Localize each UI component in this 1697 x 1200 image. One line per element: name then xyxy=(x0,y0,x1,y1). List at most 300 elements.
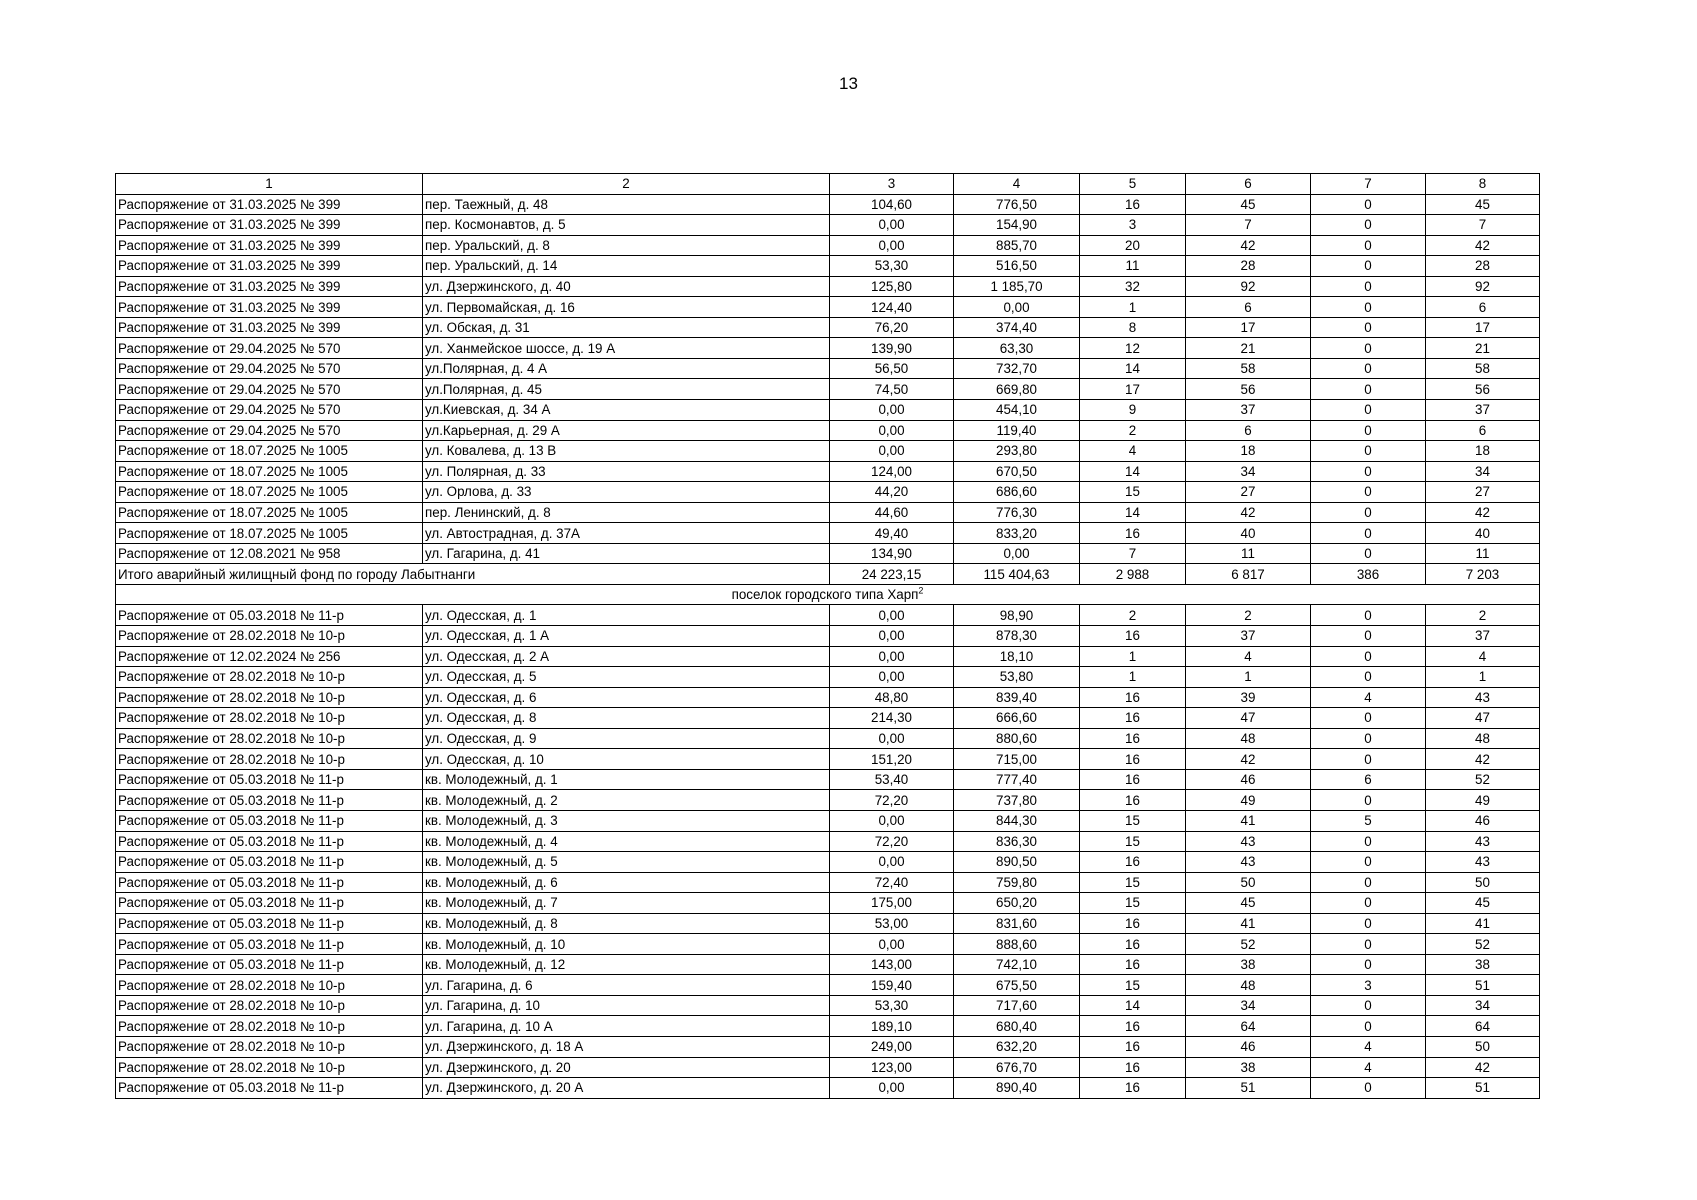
cell-col3: 3 xyxy=(830,174,954,195)
cell-col7: 0 xyxy=(1311,913,1426,934)
cell-order: 1 xyxy=(116,174,423,195)
cell-col6: 92 xyxy=(1186,276,1311,297)
header-row xyxy=(116,174,1540,195)
cell-order: Распоряжение от 05.03.2018 № 11-р xyxy=(116,934,423,955)
cell-order: Распоряжение от 28.02.2018 № 10-р xyxy=(116,687,423,708)
cell-col6: 46 xyxy=(1186,769,1311,790)
table-row xyxy=(116,523,1540,544)
cell-col4: 0,00 xyxy=(954,543,1080,564)
table-row xyxy=(116,461,1540,482)
cell-address: кв. Молодежный, д. 8 xyxy=(423,913,830,934)
table-row xyxy=(116,358,1540,379)
cell-col3: 0,00 xyxy=(830,852,954,873)
cell-col5: 16 xyxy=(1080,852,1186,873)
cell-order: Распоряжение от 05.03.2018 № 11-р xyxy=(116,852,423,873)
cell-col6: 64 xyxy=(1186,1016,1311,1037)
cell-order: Распоряжение от 05.03.2018 № 11-р xyxy=(116,1078,423,1099)
cell-col5: 14 xyxy=(1080,461,1186,482)
table-row xyxy=(116,872,1540,893)
cell-col8: 28 xyxy=(1426,256,1540,277)
cell-col5: 16 xyxy=(1080,708,1186,729)
table-row xyxy=(116,400,1540,421)
cell-col6: 34 xyxy=(1186,461,1311,482)
table-row xyxy=(116,995,1540,1016)
cell-order: Распоряжение от 31.03.2025 № 399 xyxy=(116,235,423,256)
cell-address: ул.Киевская, д. 34 А xyxy=(423,400,830,421)
cell-col5: 14 xyxy=(1080,995,1186,1016)
cell-order: Распоряжение от 18.07.2025 № 1005 xyxy=(116,461,423,482)
cell-col6: 34 xyxy=(1186,995,1311,1016)
cell-col7: 0 xyxy=(1311,852,1426,873)
cell-col4: 839,40 xyxy=(954,687,1080,708)
cell-col6: 40 xyxy=(1186,523,1311,544)
cell-col7: 0 xyxy=(1311,749,1426,770)
cell-col3: 134,90 xyxy=(830,543,954,564)
table-row xyxy=(116,1057,1540,1078)
cell-col6: 46 xyxy=(1186,1036,1311,1057)
cell-col6: 21 xyxy=(1186,338,1311,359)
cell-col5: 7 xyxy=(1080,543,1186,564)
cell-col4: 880,60 xyxy=(954,728,1080,749)
cell-address: ул. Одесская, д. 1 А xyxy=(423,626,830,647)
cell-col8: 42 xyxy=(1426,749,1540,770)
cell-col3: 0,00 xyxy=(830,626,954,647)
cell-col4: 717,60 xyxy=(954,995,1080,1016)
cell-order: Распоряжение от 31.03.2025 № 399 xyxy=(116,194,423,215)
cell-col3: 214,30 xyxy=(830,708,954,729)
cell-order: Распоряжение от 05.03.2018 № 11-р xyxy=(116,769,423,790)
cell-col3: 44,20 xyxy=(830,482,954,503)
table-row xyxy=(116,605,1540,626)
cell-order: Распоряжение от 29.04.2025 № 570 xyxy=(116,358,423,379)
cell-col3: 48,80 xyxy=(830,687,954,708)
cell-col3: 0,00 xyxy=(830,934,954,955)
cell-col8: 42 xyxy=(1426,235,1540,256)
cell-col8: 43 xyxy=(1426,831,1540,852)
cell-col8: 45 xyxy=(1426,893,1540,914)
cell-col8: 17 xyxy=(1426,317,1540,338)
cell-col4: 844,30 xyxy=(954,810,1080,831)
cell-col7: 0 xyxy=(1311,297,1426,318)
cell-col8: 50 xyxy=(1426,872,1540,893)
cell-col8: 52 xyxy=(1426,769,1540,790)
cell-address: пер. Ленинский, д. 8 xyxy=(423,502,830,523)
cell-col6: 6 xyxy=(1186,174,1311,195)
cell-col4: 777,40 xyxy=(954,769,1080,790)
cell-col6: 1 xyxy=(1186,667,1311,688)
cell-col3: 0,00 xyxy=(830,441,954,462)
cell-address: кв. Молодежный, д. 2 xyxy=(423,790,830,811)
table-row xyxy=(116,728,1540,749)
cell-col7: 0 xyxy=(1311,995,1426,1016)
cell-col8: 40 xyxy=(1426,523,1540,544)
cell-col4: 670,50 xyxy=(954,461,1080,482)
cell-col7: 0 xyxy=(1311,934,1426,955)
cell-col6: 49 xyxy=(1186,790,1311,811)
cell-address: кв. Молодежный, д. 12 xyxy=(423,954,830,975)
cell-col5: 14 xyxy=(1080,358,1186,379)
cell-col7: 0 xyxy=(1311,379,1426,400)
cell-col6: 56 xyxy=(1186,379,1311,400)
cell-address: кв. Молодежный, д. 10 xyxy=(423,934,830,955)
cell-col3: 124,00 xyxy=(830,461,954,482)
cell-col5: 1 xyxy=(1080,297,1186,318)
cell-col4: 516,50 xyxy=(954,256,1080,277)
cell-col5: 16 xyxy=(1080,1016,1186,1037)
cell-address: ул. Ханмейское шоссе, д. 19 А xyxy=(423,338,830,359)
cell-address: ул. Одесская, д. 10 xyxy=(423,749,830,770)
cell-col5: 5 xyxy=(1080,174,1186,195)
cell-address: ул.Полярная, д. 4 А xyxy=(423,358,830,379)
cell-col7: 0 xyxy=(1311,954,1426,975)
cell-col3: 49,40 xyxy=(830,523,954,544)
cell-address: ул. Одесская, д. 5 xyxy=(423,667,830,688)
cell-col6: 7 xyxy=(1186,215,1311,236)
cell-address: ул. Одесская, д. 2 А xyxy=(423,646,830,667)
table-row xyxy=(116,831,1540,852)
cell-col7: 7 xyxy=(1311,174,1426,195)
cell-col8: 38 xyxy=(1426,954,1540,975)
cell-col4: 885,70 xyxy=(954,235,1080,256)
cell-col7: 0 xyxy=(1311,235,1426,256)
cell-address: ул. Гагарина, д. 41 xyxy=(423,543,830,564)
table-row xyxy=(116,256,1540,277)
cell-col7: 4 xyxy=(1311,1036,1426,1057)
cell-col8: 6 xyxy=(1426,420,1540,441)
cell-col7: 0 xyxy=(1311,872,1426,893)
cell-order: Распоряжение от 28.02.2018 № 10-р xyxy=(116,1016,423,1037)
table-row xyxy=(116,913,1540,934)
cell-col8: 4 xyxy=(1426,646,1540,667)
cell-col4: 715,00 xyxy=(954,749,1080,770)
cell-col8: 56 xyxy=(1426,379,1540,400)
cell-order: Распоряжение от 12.02.2024 № 256 xyxy=(116,646,423,667)
cell-col5: 16 xyxy=(1080,769,1186,790)
table-row xyxy=(116,769,1540,790)
cell-col6: 43 xyxy=(1186,852,1311,873)
cell-address: ул.Карьерная, д. 29 А xyxy=(423,420,830,441)
cell-col7: 0 xyxy=(1311,441,1426,462)
cell-col5: 11 xyxy=(1080,256,1186,277)
cell-col4: 732,70 xyxy=(954,358,1080,379)
cell-col4: 888,60 xyxy=(954,934,1080,955)
cell-col5: 2 xyxy=(1080,420,1186,441)
table-row xyxy=(116,482,1540,503)
total-col5: 2 988 xyxy=(1080,564,1186,585)
cell-col6: 42 xyxy=(1186,502,1311,523)
cell-address: ул. Обская, д. 31 xyxy=(423,317,830,338)
cell-col5: 15 xyxy=(1080,831,1186,852)
cell-col4: 374,40 xyxy=(954,317,1080,338)
cell-order: Распоряжение от 05.03.2018 № 11-р xyxy=(116,954,423,975)
cell-col3: 76,20 xyxy=(830,317,954,338)
cell-col8: 41 xyxy=(1426,913,1540,934)
cell-col8: 37 xyxy=(1426,626,1540,647)
cell-address: пер. Таежный, д. 48 xyxy=(423,194,830,215)
cell-col5: 2 xyxy=(1080,605,1186,626)
table-row xyxy=(116,235,1540,256)
cell-order: Распоряжение от 05.03.2018 № 11-р xyxy=(116,893,423,914)
cell-col5: 32 xyxy=(1080,276,1186,297)
cell-col4: 833,20 xyxy=(954,523,1080,544)
cell-order: Распоряжение от 31.03.2025 № 399 xyxy=(116,276,423,297)
cell-col4: 632,20 xyxy=(954,1036,1080,1057)
cell-col3: 151,20 xyxy=(830,749,954,770)
cell-address: кв. Молодежный, д. 3 xyxy=(423,810,830,831)
cell-col6: 18 xyxy=(1186,441,1311,462)
cell-col7: 0 xyxy=(1311,461,1426,482)
cell-col7: 0 xyxy=(1311,790,1426,811)
cell-col5: 16 xyxy=(1080,749,1186,770)
cell-col3: 249,00 xyxy=(830,1036,954,1057)
cell-col3: 72,20 xyxy=(830,790,954,811)
cell-col4: 831,60 xyxy=(954,913,1080,934)
cell-col4: 63,30 xyxy=(954,338,1080,359)
cell-address: ул. Одесская, д. 9 xyxy=(423,728,830,749)
cell-address: кв. Молодежный, д. 6 xyxy=(423,872,830,893)
cell-col3: 104,60 xyxy=(830,194,954,215)
cell-address: ул. Автострадная, д. 37А xyxy=(423,523,830,544)
cell-col7: 0 xyxy=(1311,728,1426,749)
cell-address: ул. Одесская, д. 8 xyxy=(423,708,830,729)
cell-col7: 6 xyxy=(1311,769,1426,790)
cell-col8: 49 xyxy=(1426,790,1540,811)
cell-col7: 0 xyxy=(1311,626,1426,647)
cell-col4: 836,30 xyxy=(954,831,1080,852)
cell-col6: 17 xyxy=(1186,317,1311,338)
cell-col5: 16 xyxy=(1080,1036,1186,1057)
cell-col5: 15 xyxy=(1080,810,1186,831)
table-row xyxy=(116,954,1540,975)
cell-order: Распоряжение от 31.03.2025 № 399 xyxy=(116,215,423,236)
table-body xyxy=(116,174,1540,1099)
cell-col7: 4 xyxy=(1311,1057,1426,1078)
cell-col5: 16 xyxy=(1080,523,1186,544)
cell-col3: 53,30 xyxy=(830,995,954,1016)
cell-col8: 37 xyxy=(1426,400,1540,421)
cell-col8: 42 xyxy=(1426,502,1540,523)
cell-order: Распоряжение от 05.03.2018 № 11-р xyxy=(116,810,423,831)
cell-col5: 15 xyxy=(1080,872,1186,893)
cell-col6: 42 xyxy=(1186,235,1311,256)
cell-address: кв. Молодежный, д. 7 xyxy=(423,893,830,914)
cell-col3: 0,00 xyxy=(830,215,954,236)
cell-col7: 0 xyxy=(1311,338,1426,359)
cell-col3: 125,80 xyxy=(830,276,954,297)
cell-col3: 124,40 xyxy=(830,297,954,318)
table-row xyxy=(116,194,1540,215)
cell-address: ул. Дзержинского, д. 20 А xyxy=(423,1078,830,1099)
cell-col7: 0 xyxy=(1311,317,1426,338)
cell-col8: 51 xyxy=(1426,1078,1540,1099)
cell-order: Распоряжение от 28.02.2018 № 10-р xyxy=(116,1057,423,1078)
cell-col5: 16 xyxy=(1080,194,1186,215)
cell-col5: 4 xyxy=(1080,441,1186,462)
cell-col3: 72,20 xyxy=(830,831,954,852)
cell-order: Распоряжение от 18.07.2025 № 1005 xyxy=(116,502,423,523)
table-row xyxy=(116,646,1540,667)
cell-address: ул. Дзержинского, д. 20 xyxy=(423,1057,830,1078)
cell-col4: 119,40 xyxy=(954,420,1080,441)
table-row xyxy=(116,626,1540,647)
cell-col3: 0,00 xyxy=(830,646,954,667)
cell-col5: 16 xyxy=(1080,954,1186,975)
cell-col5: 20 xyxy=(1080,235,1186,256)
cell-col8: 34 xyxy=(1426,461,1540,482)
cell-col4: 4 xyxy=(954,174,1080,195)
cell-col8: 2 xyxy=(1426,605,1540,626)
total-label: Итого аварийный жилищный фонд по городу Лабытнанги xyxy=(116,564,830,585)
cell-col8: 6 xyxy=(1426,297,1540,318)
cell-order: Распоряжение от 28.02.2018 № 10-р xyxy=(116,995,423,1016)
cell-address: ул. Первомайская, д. 16 xyxy=(423,297,830,318)
cell-col8: 45 xyxy=(1426,194,1540,215)
cell-col7: 0 xyxy=(1311,194,1426,215)
cell-order: Распоряжение от 05.03.2018 № 11-р xyxy=(116,605,423,626)
cell-col7: 0 xyxy=(1311,646,1426,667)
cell-order: Распоряжение от 29.04.2025 № 570 xyxy=(116,400,423,421)
cell-col4: 650,20 xyxy=(954,893,1080,914)
cell-col6: 2 xyxy=(1186,605,1311,626)
cell-col3: 123,00 xyxy=(830,1057,954,1078)
cell-col8: 42 xyxy=(1426,1057,1540,1078)
section-row xyxy=(116,584,1540,605)
table-row xyxy=(116,276,1540,297)
cell-col3: 0,00 xyxy=(830,1078,954,1099)
cell-order: Распоряжение от 05.03.2018 № 11-р xyxy=(116,831,423,852)
cell-col5: 1 xyxy=(1080,646,1186,667)
cell-col7: 4 xyxy=(1311,687,1426,708)
cell-col4: 1 185,70 xyxy=(954,276,1080,297)
cell-order: Распоряжение от 18.07.2025 № 1005 xyxy=(116,441,423,462)
cell-col6: 27 xyxy=(1186,482,1311,503)
cell-address: ул.Полярная, д. 45 xyxy=(423,379,830,400)
cell-col4: 742,10 xyxy=(954,954,1080,975)
cell-col8: 51 xyxy=(1426,975,1540,996)
cell-col4: 776,50 xyxy=(954,194,1080,215)
cell-address: ул. Одесская, д. 1 xyxy=(423,605,830,626)
cell-col3: 0,00 xyxy=(830,400,954,421)
cell-col7: 0 xyxy=(1311,420,1426,441)
cell-col5: 16 xyxy=(1080,934,1186,955)
cell-col4: 669,80 xyxy=(954,379,1080,400)
cell-col3: 56,50 xyxy=(830,358,954,379)
cell-col8: 8 xyxy=(1426,174,1540,195)
cell-col3: 0,00 xyxy=(830,728,954,749)
cell-address: ул. Дзержинского, д. 40 xyxy=(423,276,830,297)
table-row xyxy=(116,502,1540,523)
cell-order: Распоряжение от 31.03.2025 № 399 xyxy=(116,297,423,318)
cell-address: ул. Гагарина, д. 10 xyxy=(423,995,830,1016)
cell-col6: 38 xyxy=(1186,954,1311,975)
cell-order: Распоряжение от 31.03.2025 № 399 xyxy=(116,256,423,277)
cell-col7: 0 xyxy=(1311,400,1426,421)
cell-col5: 16 xyxy=(1080,687,1186,708)
cell-col8: 52 xyxy=(1426,934,1540,955)
cell-col8: 11 xyxy=(1426,543,1540,564)
cell-col6: 28 xyxy=(1186,256,1311,277)
cell-order: Распоряжение от 29.04.2025 № 570 xyxy=(116,379,423,400)
cell-order: Распоряжение от 28.02.2018 № 10-р xyxy=(116,749,423,770)
cell-col7: 0 xyxy=(1311,482,1426,503)
cell-col6: 45 xyxy=(1186,194,1311,215)
cell-col4: 675,50 xyxy=(954,975,1080,996)
cell-col6: 48 xyxy=(1186,728,1311,749)
table-row xyxy=(116,1016,1540,1037)
cell-col8: 50 xyxy=(1426,1036,1540,1057)
total-row xyxy=(116,564,1540,585)
cell-order: Распоряжение от 28.02.2018 № 10-р xyxy=(116,1036,423,1057)
cell-col3: 53,40 xyxy=(830,769,954,790)
cell-col6: 42 xyxy=(1186,749,1311,770)
cell-col4: 293,80 xyxy=(954,441,1080,462)
cell-col4: 98,90 xyxy=(954,605,1080,626)
cell-col8: 46 xyxy=(1426,810,1540,831)
cell-order: Распоряжение от 05.03.2018 № 11-р xyxy=(116,913,423,934)
cell-order: Распоряжение от 28.02.2018 № 10-р xyxy=(116,626,423,647)
cell-col8: 43 xyxy=(1426,852,1540,873)
cell-col8: 47 xyxy=(1426,708,1540,729)
cell-col6: 11 xyxy=(1186,543,1311,564)
cell-address: кв. Молодежный, д. 4 xyxy=(423,831,830,852)
cell-col8: 7 xyxy=(1426,215,1540,236)
cell-col8: 48 xyxy=(1426,728,1540,749)
cell-col7: 0 xyxy=(1311,543,1426,564)
page-number: 13 xyxy=(839,74,858,93)
cell-address: 2 xyxy=(423,174,830,195)
cell-col7: 0 xyxy=(1311,502,1426,523)
cell-col5: 16 xyxy=(1080,626,1186,647)
cell-col3: 139,90 xyxy=(830,338,954,359)
cell-col6: 37 xyxy=(1186,400,1311,421)
cell-col8: 1 xyxy=(1426,667,1540,688)
cell-col5: 16 xyxy=(1080,728,1186,749)
cell-address: ул. Дзержинского, д. 18 А xyxy=(423,1036,830,1057)
cell-col8: 21 xyxy=(1426,338,1540,359)
cell-col7: 0 xyxy=(1311,605,1426,626)
cell-col5: 16 xyxy=(1080,1057,1186,1078)
cell-col4: 680,40 xyxy=(954,1016,1080,1037)
cell-col6: 50 xyxy=(1186,872,1311,893)
cell-col8: 58 xyxy=(1426,358,1540,379)
cell-col5: 16 xyxy=(1080,913,1186,934)
cell-col7: 0 xyxy=(1311,1078,1426,1099)
cell-col6: 4 xyxy=(1186,646,1311,667)
cell-col6: 47 xyxy=(1186,708,1311,729)
table-row xyxy=(116,1078,1540,1099)
cell-col4: 776,30 xyxy=(954,502,1080,523)
cell-order: Распоряжение от 28.02.2018 № 10-р xyxy=(116,667,423,688)
cell-order: Распоряжение от 28.02.2018 № 10-р xyxy=(116,975,423,996)
cell-col6: 37 xyxy=(1186,626,1311,647)
cell-col7: 0 xyxy=(1311,358,1426,379)
cell-col6: 39 xyxy=(1186,687,1311,708)
table-row xyxy=(116,810,1540,831)
table-row xyxy=(116,708,1540,729)
cell-col3: 44,60 xyxy=(830,502,954,523)
cell-col6: 41 xyxy=(1186,810,1311,831)
table-row xyxy=(116,852,1540,873)
cell-col3: 53,00 xyxy=(830,913,954,934)
cell-col4: 18,10 xyxy=(954,646,1080,667)
cell-address: ул. Гагарина, д. 6 xyxy=(423,975,830,996)
cell-col4: 676,70 xyxy=(954,1057,1080,1078)
cell-col8: 34 xyxy=(1426,995,1540,1016)
footnote-marker: 2 xyxy=(918,585,924,596)
cell-col4: 0,00 xyxy=(954,297,1080,318)
cell-col3: 72,40 xyxy=(830,872,954,893)
cell-address: пер. Уральский, д. 14 xyxy=(423,256,830,277)
